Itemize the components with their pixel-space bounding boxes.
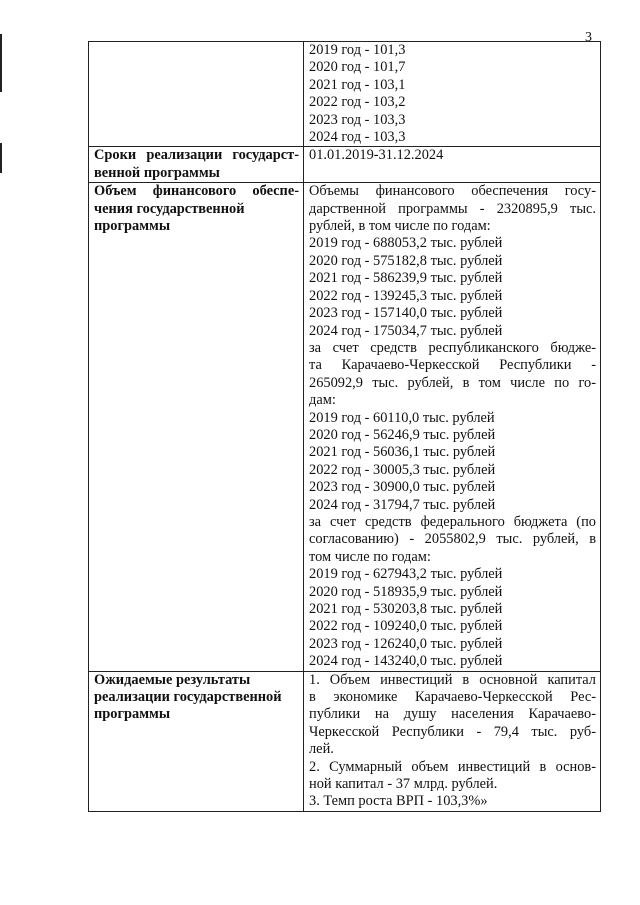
value-line: 2021 год - 56036,1 тыс. рублей bbox=[309, 444, 496, 461]
value-line: публики на душу населения Карачаево- bbox=[309, 706, 596, 723]
margin-mark-top bbox=[0, 34, 2, 92]
label-line: Объем финансового обеспе- bbox=[94, 183, 299, 200]
value-line: 2019 год - 60110,0 тыс. рублей bbox=[309, 409, 495, 426]
value-line: 2019 год - 101,3 bbox=[309, 42, 406, 58]
table-row-expected-results bbox=[89, 671, 601, 811]
value-line: 2024 год - 31794,7 тыс. рублей bbox=[309, 496, 496, 513]
value-line: 2023 год - 30900,0 тыс. рублей bbox=[309, 479, 496, 496]
value-line: 2021 год - 530203,8 тыс. рублей bbox=[309, 601, 503, 617]
row-value-expected-results bbox=[304, 671, 601, 811]
label-line: Сроки реализации государст- bbox=[94, 147, 299, 164]
label-line: Ожидаемые результаты bbox=[94, 671, 251, 688]
row-label-empty bbox=[89, 42, 304, 147]
value-line: 2019 год - 627943,2 тыс. рублей bbox=[309, 566, 503, 583]
value-line: согласованию) - 2055802,9 тыс. рублей, в bbox=[309, 531, 596, 548]
row-value-financing bbox=[304, 183, 601, 671]
value-line: 2. Суммарный объем инвестиций в основ- bbox=[309, 758, 596, 775]
value-line: 2019 год - 688053,2 тыс. рублей bbox=[309, 235, 503, 252]
value-line: 2022 год - 30005,3 тыс. рублей bbox=[309, 461, 496, 478]
value-line: за счет средств республиканского бюдже- bbox=[309, 339, 596, 356]
value-line: Черкесской Республики - 79,4 тыс. руб- bbox=[309, 723, 596, 740]
label-line: программы bbox=[94, 706, 171, 723]
value-line: 2021 год - 586239,9 тыс. рублей bbox=[309, 270, 503, 287]
value-line: 2021 год - 103,1 bbox=[309, 76, 406, 93]
value-line: Объемы финансового обеспечения госу- bbox=[309, 183, 596, 200]
value-line: 2023 год - 157140,0 тыс. рублей bbox=[309, 305, 503, 322]
label-line: чения государственной bbox=[94, 200, 245, 217]
label-line: реализации государственной bbox=[94, 689, 282, 706]
value-line: 265092,9 тыс. рублей, в том числе по го- bbox=[309, 374, 596, 391]
row-value-terms bbox=[304, 147, 601, 183]
row-label-financing bbox=[89, 183, 304, 671]
value-line: в экономике Карачаево-Черкесской Рес- bbox=[309, 689, 596, 706]
row-label-expected-results bbox=[89, 671, 304, 811]
value-line: 2022 год - 109240,0 тыс. рублей bbox=[309, 618, 503, 635]
value-line: ной капитал - 37 млрд. рублей. bbox=[309, 776, 498, 793]
page-number: 3 bbox=[585, 30, 592, 45]
value-line: 2022 год - 103,2 bbox=[309, 94, 406, 111]
value-line: 2020 год - 518935,9 тыс. рублей bbox=[309, 583, 503, 600]
label-line: венной программы bbox=[94, 164, 220, 181]
value-line: том числе по годам: bbox=[309, 548, 431, 565]
table-row-financing bbox=[89, 183, 601, 671]
value-line: 2020 год - 56246,9 тыс. рублей bbox=[309, 426, 496, 443]
table-row-growth-index bbox=[89, 42, 601, 147]
row-value-growth-index bbox=[304, 42, 601, 147]
value-line: 3. Темп роста ВРП - 103,3%» bbox=[309, 793, 488, 810]
value-line: 01.01.2019-31.12.2024 bbox=[309, 147, 444, 164]
value-line: лей. bbox=[309, 741, 334, 758]
row-label-terms bbox=[89, 147, 304, 183]
value-line: рублей, в том числе по годам: bbox=[309, 218, 491, 235]
value-line: 2024 год - 103,3 bbox=[309, 129, 406, 146]
value-line: 1. Объем инвестиций в основной капитал bbox=[309, 671, 596, 688]
label-line: программы bbox=[94, 218, 171, 235]
table-row-terms bbox=[89, 147, 601, 183]
value-line: дарственной программы - 2320895,9 тыс. bbox=[309, 200, 596, 217]
value-line: 2020 год - 575182,8 тыс. рублей bbox=[309, 252, 503, 269]
program-passport-table bbox=[88, 41, 601, 812]
value-line: за счет средств федерального бюджета (по bbox=[309, 513, 596, 530]
value-line: 2024 год - 175034,7 тыс. рублей bbox=[309, 322, 503, 339]
value-line: та Карачаево-Черкесской Республики - bbox=[309, 357, 596, 374]
value-line: 2022 год - 139245,3 тыс. рублей bbox=[309, 287, 503, 304]
value-line: 2020 год - 101,7 bbox=[309, 59, 406, 76]
value-line: дам: bbox=[309, 392, 336, 409]
value-line: 2023 год - 103,3 bbox=[309, 111, 406, 128]
value-line: 2023 год - 126240,0 тыс. рублей bbox=[309, 635, 503, 652]
margin-mark-bottom bbox=[0, 143, 2, 173]
value-line: 2024 год - 143240,0 тыс. рублей bbox=[309, 653, 503, 670]
